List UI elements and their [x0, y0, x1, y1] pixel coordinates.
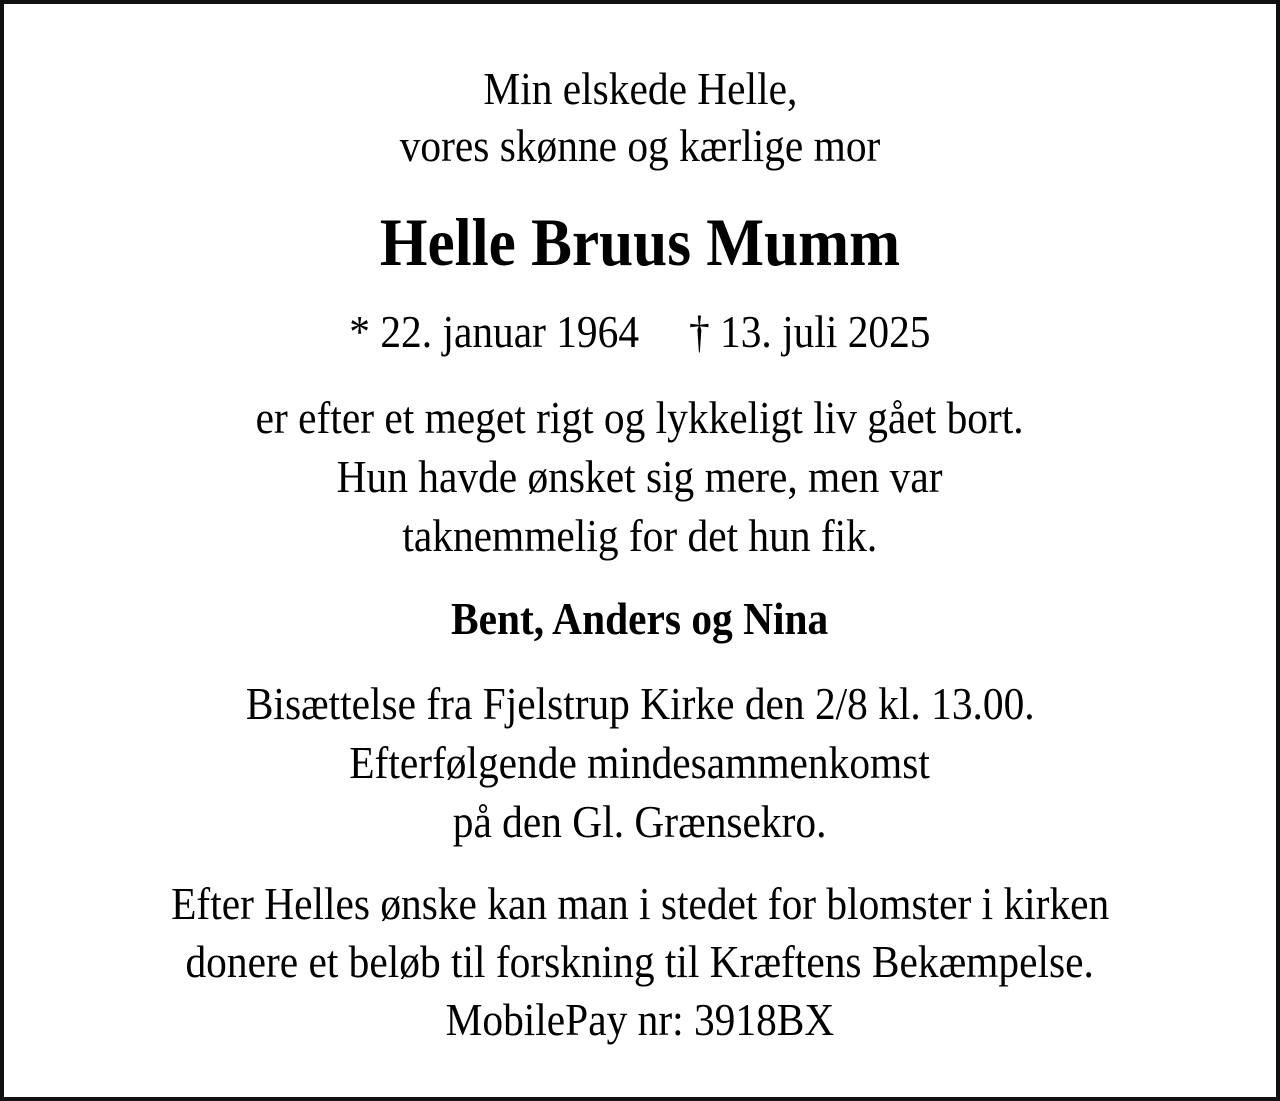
intro-line-1: [4, 60, 1276, 118]
funeral-line-2: [4, 734, 1276, 792]
message-line-3-text: taknemmelig for det hun fik.: [402, 510, 878, 561]
mobilepay-text: MobilePay nr: 3918BX: [445, 994, 835, 1045]
message-line-3: [4, 507, 1276, 565]
family-signature-text: Bent, Anders og Nina: [451, 593, 829, 644]
donation-line-2: [4, 933, 1276, 991]
family-signature: [4, 590, 1276, 648]
donation-line-1-text: Efter Helles ønske kan man i stedet for blomster i kirken: [170, 878, 1110, 929]
funeral-line-2-text: Efterfølgende mindesammenkomst: [349, 737, 931, 788]
funeral-line-3-text: på den Gl. Grænsekro.: [453, 796, 827, 847]
message-line-1-text: er efter et meget rigt og lykkeligt liv gået bort.: [256, 392, 1024, 443]
intro-line-2-text: vores skønne og kærlige mor: [399, 120, 881, 171]
intro-line-1-text: Min elskede Helle,: [483, 63, 797, 114]
birth-star-icon: *: [349, 306, 371, 357]
funeral-line-1-text: Bisættelse fra Fjelstrup Kirke den 2/8 kl. 13.00.: [245, 678, 1035, 729]
birth-date: 22. januar 1964: [380, 306, 640, 357]
deceased-name-text: Helle Bruus Mumm: [379, 204, 901, 280]
mobilepay-line: [4, 991, 1276, 1049]
life-dates: [4, 303, 1276, 361]
donation-line-1: [4, 875, 1276, 933]
donation-line-2-text: donere et beløb til forskning til Kræftens Bekæmpelse.: [185, 936, 1095, 987]
death-cross-icon: †: [689, 306, 710, 357]
funeral-line-3: [4, 793, 1276, 851]
death-date: 13. juli 2025: [720, 306, 931, 357]
message-line-2-text: Hun havde ønsket sig mere, men var: [337, 451, 943, 502]
intro-line-2: [4, 117, 1276, 175]
life-dates-row: [349, 303, 930, 361]
message-line-2: [4, 448, 1276, 506]
funeral-line-1: [4, 675, 1276, 733]
deceased-name: [4, 202, 1276, 282]
message-line-1: [4, 389, 1276, 447]
